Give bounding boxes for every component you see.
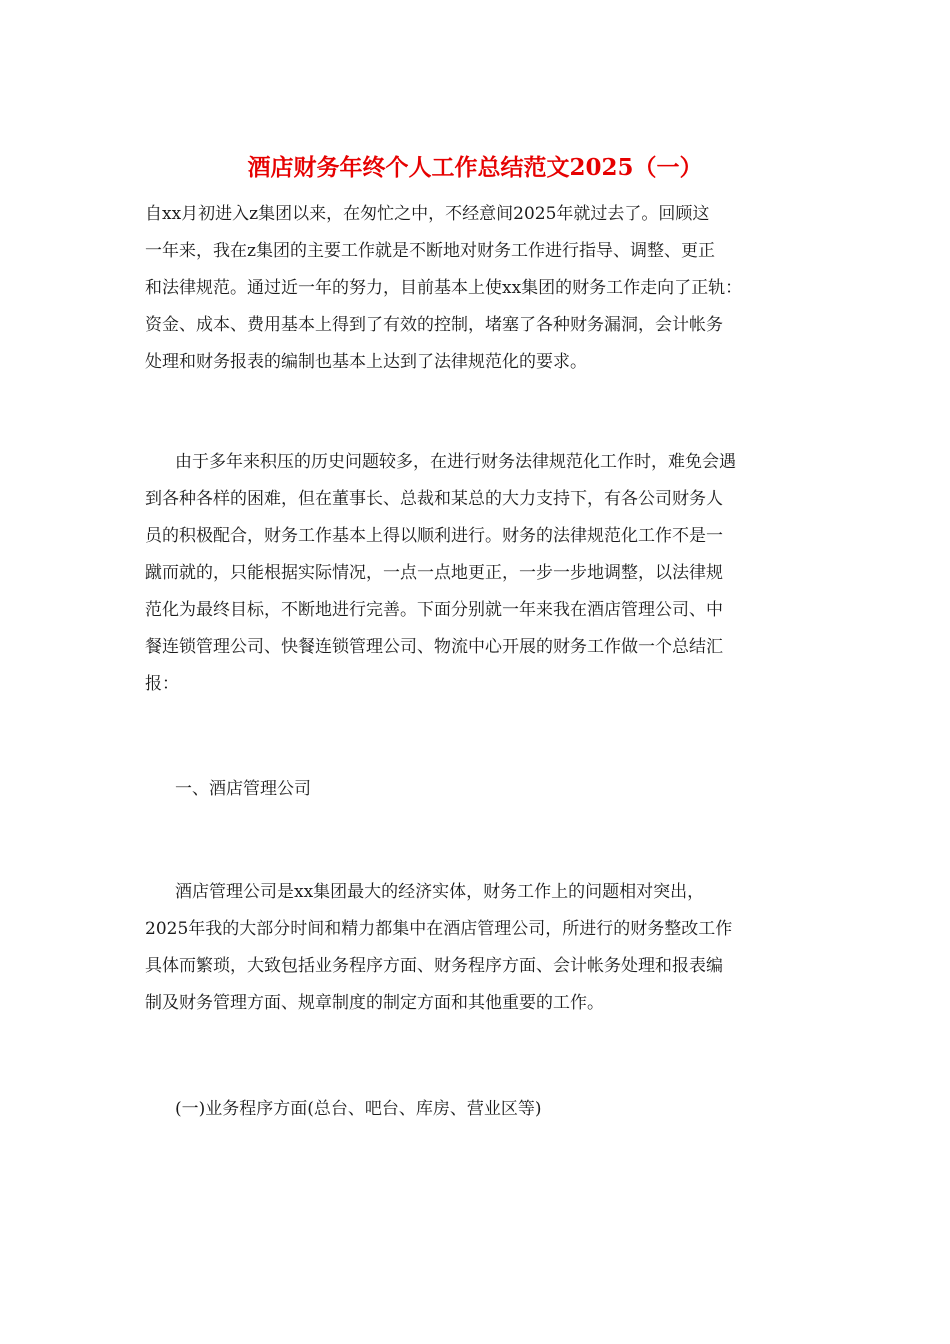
paragraph-line: 自xx月初进入z集团以来，在匆忙之中，不经意间2025年就过去了。回顾这	[145, 204, 710, 224]
paragraph-line: 报：	[145, 674, 179, 694]
heading-text: 一、酒店管理公司	[175, 779, 311, 799]
paragraph-line: 由于多年来积压的历史问题较多，在进行财务法律规范化工作时，难免会遇	[175, 452, 736, 472]
section-heading	[145, 771, 825, 808]
paragraph-line: 和法律规范。通过近一年的努力，目前基本上使xx集团的财务工作走向了正轨：	[145, 278, 743, 298]
paragraph-line: 2025年我的大部分时间和精力都集中在酒店管理公司，所进行的财务整改工作	[145, 919, 733, 939]
paragraph-line: 资金、成本、费用基本上得到了有效的控制，堵塞了各种财务漏洞，会计帐务	[145, 315, 723, 335]
document-title: 酒店财务年终个人工作总结范文2025（一）	[247, 154, 703, 181]
paragraph-intro	[145, 196, 825, 381]
paragraph-hotel-management	[145, 874, 825, 1022]
paragraph-line: 餐连锁管理公司、快餐连锁管理公司、物流中心开展的财务工作做一个总结汇	[145, 637, 723, 657]
paragraph-line: 蹴而就的，只能根据实际情况，一点一点地更正，一步一步地调整，以法律规	[145, 563, 723, 583]
subsection-heading	[145, 1091, 825, 1128]
paragraph-line: 制及财务管理方面、规章制度的制定方面和其他重要的工作。	[145, 993, 604, 1013]
paragraph-background	[145, 444, 825, 703]
paragraph-line: 处理和财务报表的编制也基本上达到了法律规范化的要求。	[145, 352, 587, 372]
paragraph-line: 到各种各样的困难，但在董事长、总裁和某总的大力支持下，有各公司财务人	[145, 489, 723, 509]
paragraph-line: 具体而繁琐，大致包括业务程序方面、财务程序方面、会计帐务处理和报表编	[145, 956, 723, 976]
paragraph-line: 一年来，我在z集团的主要工作就是不断地对财务工作进行指导、调整、更正	[145, 241, 715, 261]
paragraph-line: 酒店管理公司是xx集团最大的经济实体，财务工作上的问题相对突出，	[175, 882, 705, 902]
paragraph-line: 范化为最终目标，不断地进行完善。下面分别就一年来我在酒店管理公司、中	[145, 600, 723, 620]
paragraph-line: 员的积极配合，财务工作基本上得以顺利进行。财务的法律规范化工作不是一	[145, 526, 723, 546]
subheading-text: (一)业务程序方面(总台、吧台、库房、营业区等)	[175, 1099, 542, 1119]
